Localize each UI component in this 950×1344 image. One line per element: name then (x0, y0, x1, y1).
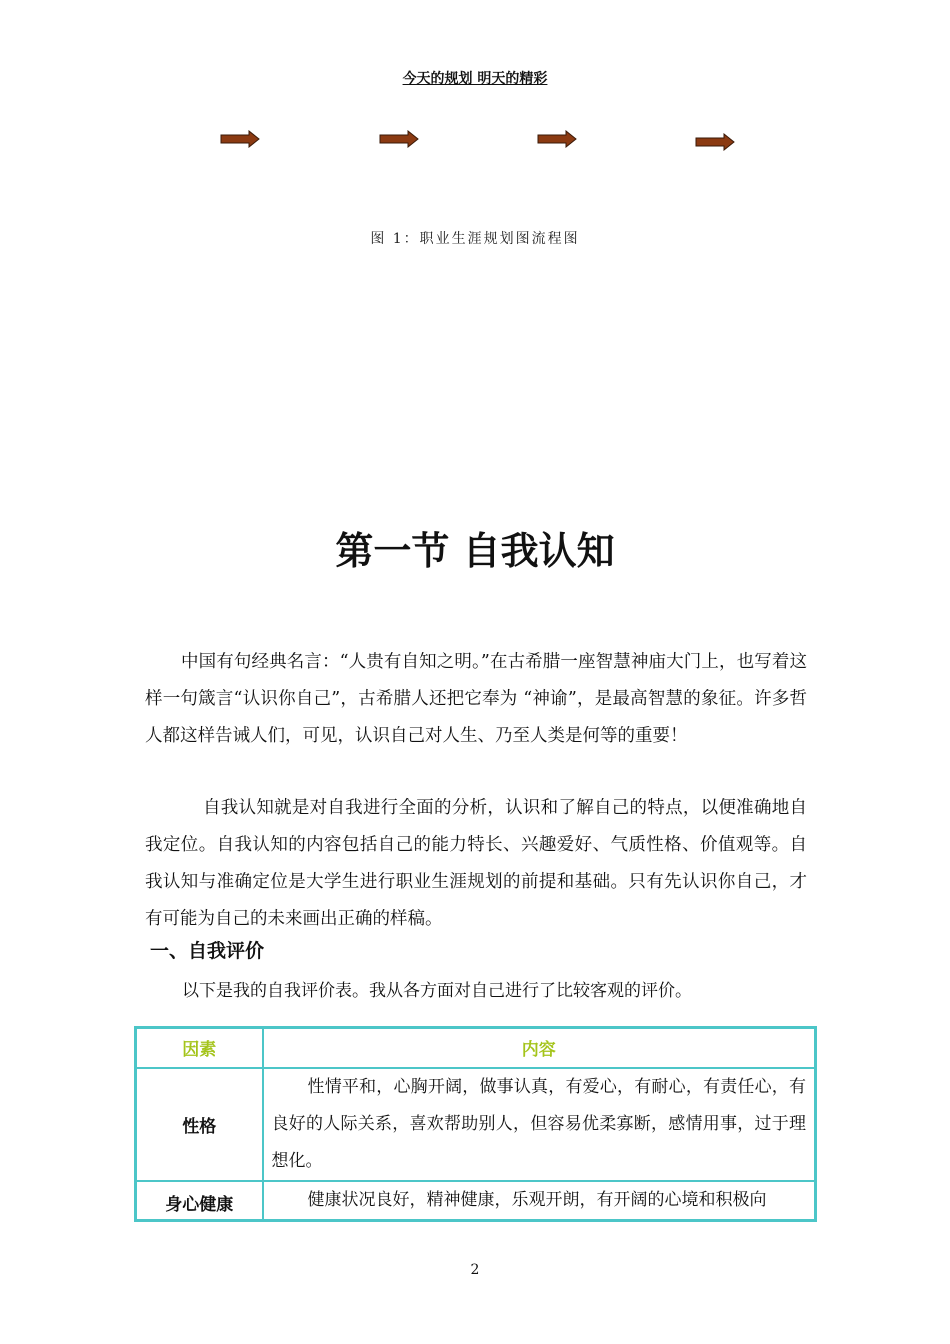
header-title: 今天的规划 明天的精彩 (402, 71, 548, 87)
figure-caption: 图 1：职业生涯规划图流程图 (370, 231, 580, 247)
table-header-row (136, 1028, 816, 1068)
subsection-title: 一、自我评价 (150, 940, 265, 962)
table-row (136, 1181, 816, 1221)
table-content-cell: 性情平和，心胸开阔，做事认真，有爱心，有耐心，有责任心，有良好的人际关系，喜欢帮助别人，但容易优柔寡断，感情用事，过于理想化。 (263, 1068, 816, 1181)
paragraph: 自我认知就是对自我进行全面的分析，认识和了解自己的特点，以便准确地自我定位。自我认知的内容包括自己的能力特长、兴趣爱好、气质性格、价值观等。自我认知与准确定位是大学生进行职业生涯规划的前提和基础。只有先认识你自己，才有可能为自己的未来画出正确的样稿。 (145, 798, 807, 929)
page-header (0, 68, 950, 88)
right-arrow-icon (537, 130, 577, 148)
table-header-cell: 内容 (263, 1028, 816, 1068)
page-number: 2 (470, 1262, 480, 1278)
right-arrow-icon (695, 133, 735, 151)
self-evaluation-table (134, 1026, 817, 1222)
table-row (136, 1068, 816, 1181)
section-title: 第一节 自我认知 (335, 529, 615, 573)
table-content-cell: 健康状况良好，精神健康，乐观开朗，有开阔的心境和积极向 (263, 1181, 816, 1221)
subsection-intro: 以下是我的自我评价表。我从各方面对自己进行了比较客观的评价。 (182, 981, 692, 1001)
table-header-cell: 因素 (136, 1028, 263, 1068)
paragraph: 中国有句经典名言：“人贵有自知之明。”在古希腊一座智慧神庙大门上，也写着这样一句箴言“认识你自己”，古希腊人还把它奉为 “神谕”，是最高智慧的象征。许多哲人都这样告诫人们，可见，认识自己对人生、乃至人类是何等的重要！ (145, 652, 807, 746)
table-factor-cell: 身心健康 (136, 1181, 263, 1221)
table-factor-cell: 性格 (136, 1068, 263, 1181)
right-arrow-icon (379, 130, 419, 148)
right-arrow-icon (220, 130, 260, 148)
